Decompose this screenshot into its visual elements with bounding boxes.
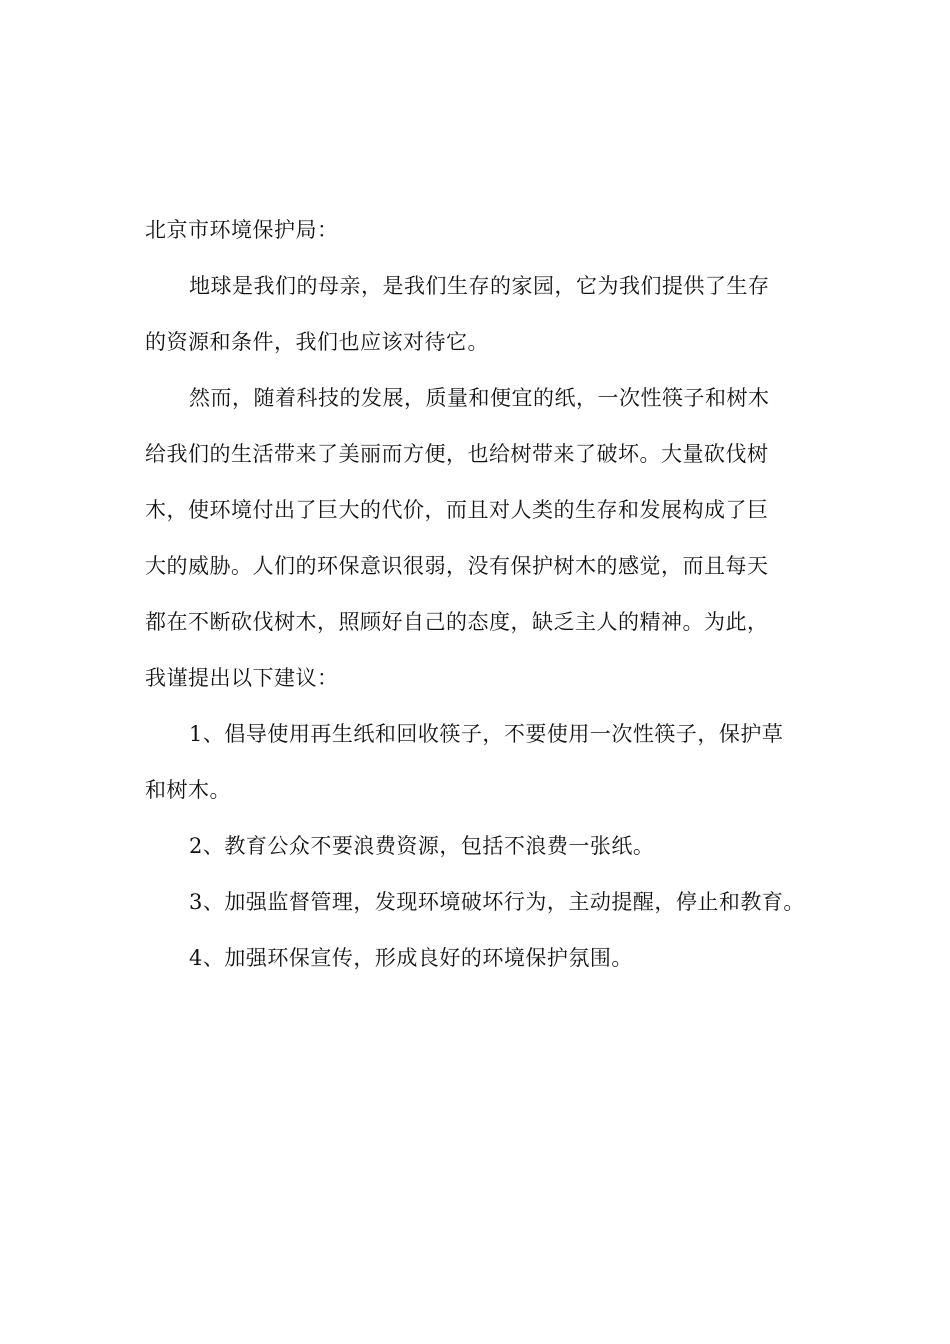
letter-body	[145, 202, 817, 986]
suggestion-line: 和树木。	[145, 778, 231, 802]
suggestion-line: 1、倡导使用再生纸和回收筷子，不要使用一次性筷子，保护草	[189, 722, 784, 746]
paragraph-line: 地球是我们的母亲，是我们生存的家园，它为我们提供了生存	[189, 274, 770, 298]
suggestion-line: 2、教育公众不要浪费资源，包括不浪费一张纸。	[189, 834, 655, 858]
paragraph-line: 木，使环境付出了巨大的代价，而且对人类的生存和发展构成了巨	[145, 498, 769, 522]
suggestion-line: 4、加强环保宣传，形成良好的环境保护氛围。	[189, 946, 633, 970]
paragraph-line: 大的威胁。人们的环保意识很弱，没有保护树木的感觉，而且每天	[145, 554, 769, 578]
paragraph-line: 都在不断砍伐树木，照顾好自己的态度，缺乏主人的精神。为此，	[145, 610, 769, 634]
paragraph-line: 我谨提出以下建议：	[145, 666, 339, 690]
paragraph-line: 然而，随着科技的发展，质量和便宜的纸，一次性筷子和树木	[189, 386, 770, 410]
paragraph-line: 的资源和条件，我们也应该对待它。	[145, 330, 489, 354]
paragraph-line: 给我们的生活带来了美丽而方便，也给树带来了破坏。大量砍伐树	[145, 442, 769, 466]
salutation: 北京市环境保护局：	[145, 218, 339, 242]
suggestion-line: 3、加强监督管理，发现环境破坏行为，主动提醒，停止和教育。	[189, 890, 805, 914]
